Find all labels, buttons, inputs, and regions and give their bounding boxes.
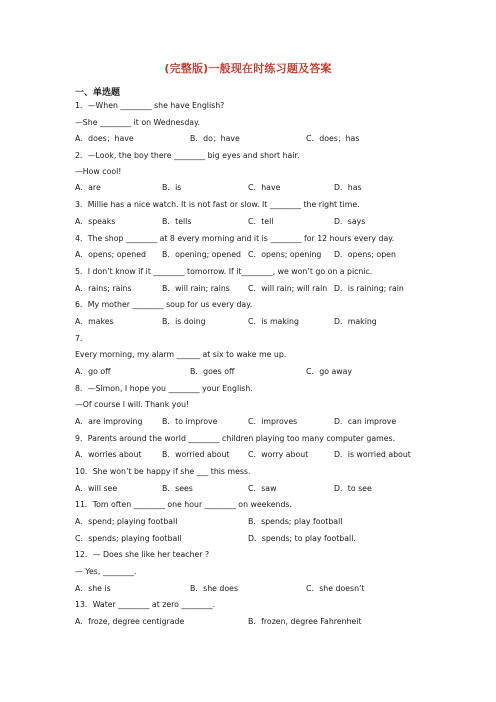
question-12-reply: — Yes, ________. bbox=[75, 567, 137, 576]
q10-option-a: A．will see bbox=[75, 484, 118, 493]
q5-option-d: D．is raining; rain bbox=[334, 284, 404, 293]
question-4: 4．The shop ________ at 8 every morning and it is ________ for 12 hours every day. bbox=[75, 234, 395, 243]
q4-option-c: C．opens; opening bbox=[248, 250, 322, 259]
q11-option-c: C．spends; playing football bbox=[75, 534, 182, 543]
q6-option-d: D．making bbox=[334, 317, 377, 326]
q3-option-a: A．speaks bbox=[75, 217, 116, 226]
question-12: 12．— Does she like her teacher ? bbox=[75, 550, 210, 559]
q11-option-d: D．spends; to play football. bbox=[248, 534, 356, 543]
q5-option-b: B．will rain; rains bbox=[162, 284, 230, 293]
question-3: 3．Millie has a nice watch. It is not fast or slow. It ________ the right time. bbox=[75, 200, 360, 209]
q1-option-a: A．does；have bbox=[75, 134, 134, 143]
q4-option-b: B．opening; opened bbox=[162, 250, 241, 259]
q9-option-c: C．worry about bbox=[248, 450, 309, 459]
q9-option-a: A．worries about bbox=[75, 450, 142, 459]
q2-option-c: C．have bbox=[248, 183, 281, 192]
q7-option-b: B．goes off bbox=[190, 367, 235, 376]
q10-option-b: B．sees bbox=[162, 484, 193, 493]
q2-option-a: A．are bbox=[75, 183, 101, 192]
q6-option-b: B．is doing bbox=[162, 317, 206, 326]
question-8-reply: —Of course I will. Thank you! bbox=[75, 400, 190, 409]
q11-option-b: B．spends; play football bbox=[248, 517, 343, 526]
q2-option-b: B．is bbox=[162, 183, 182, 192]
q10-option-d: D．to see bbox=[334, 484, 372, 493]
q5-option-a: A．rains; rains bbox=[75, 284, 132, 293]
question-8: 8．—Simon, I hope you ________ your English. bbox=[75, 384, 253, 393]
q8-option-b: B．to improve bbox=[162, 417, 218, 426]
q9-option-d: D．is worried about bbox=[334, 450, 411, 459]
q7-option-a: A．go off bbox=[75, 367, 111, 376]
q1-option-c: C．does；has bbox=[306, 134, 360, 143]
section-heading: 一、单选题 bbox=[75, 88, 121, 98]
q12-option-a: A．she is bbox=[75, 584, 111, 593]
q8-option-a: A．are improving bbox=[75, 417, 143, 426]
q13-option-a: A．froze, degree centigrade bbox=[75, 617, 185, 626]
question-2: 2．—Look, the boy there ________ big eyes and short hair. bbox=[75, 151, 300, 160]
question-6: 6．My mother ________ soup for us every day. bbox=[75, 300, 253, 309]
question-13: 13．Water ________ at zero ________. bbox=[75, 600, 216, 609]
page-title: (完整版)一般现在时练习题及答案 bbox=[164, 62, 332, 75]
question-5: 5．I don’t know if it ________ tomorrow. If it________, we won’t go on a picnic. bbox=[75, 267, 373, 276]
q6-option-c: C．is making bbox=[248, 317, 299, 326]
q5-option-c: C．will rain; will rain bbox=[248, 284, 328, 293]
q8-option-c: C．improves bbox=[248, 417, 298, 426]
q7-option-c: C．go away bbox=[306, 367, 352, 376]
question-7: Every morning, my alarm ______ at six to wake me up. bbox=[75, 350, 287, 359]
q9-option-b: B．worried about bbox=[162, 450, 230, 459]
q2-option-d: D．has bbox=[334, 183, 362, 192]
question-10: 10．She won’t be happy if she ___ this mess. bbox=[75, 467, 251, 476]
q3-option-b: B．tells bbox=[162, 217, 192, 226]
q13-option-b: B．frozen, degree Fahrenheit bbox=[248, 617, 362, 626]
q6-option-a: A．makes bbox=[75, 317, 114, 326]
question-1-answer-line: —She ________ it on Wednesday. bbox=[75, 118, 201, 127]
q8-option-d: D．can improve bbox=[334, 417, 397, 426]
q3-option-c: C．tell bbox=[248, 217, 274, 226]
q12-option-c: C．she doesn’t bbox=[306, 584, 365, 593]
q4-option-a: A．opens; opened bbox=[75, 250, 146, 259]
q10-option-c: C．saw bbox=[248, 484, 277, 493]
q4-option-d: D．opens; open bbox=[334, 250, 396, 259]
question-7-number: 7． bbox=[75, 334, 88, 343]
question-2-reply: —How cool! bbox=[75, 167, 122, 176]
q12-option-b: B．she does bbox=[190, 584, 239, 593]
q11-option-a: A．spend; playing football bbox=[75, 517, 178, 526]
q3-option-d: D．says bbox=[334, 217, 366, 226]
question-11: 11．Tom often ________ one hour ________ on weekends. bbox=[75, 500, 292, 509]
question-1: 1．—When ________ she have English? bbox=[75, 101, 225, 110]
question-9: 9．Parents around the world ________ children playing too many computer games. bbox=[75, 434, 396, 443]
q1-option-b: B．do；have bbox=[190, 134, 240, 143]
